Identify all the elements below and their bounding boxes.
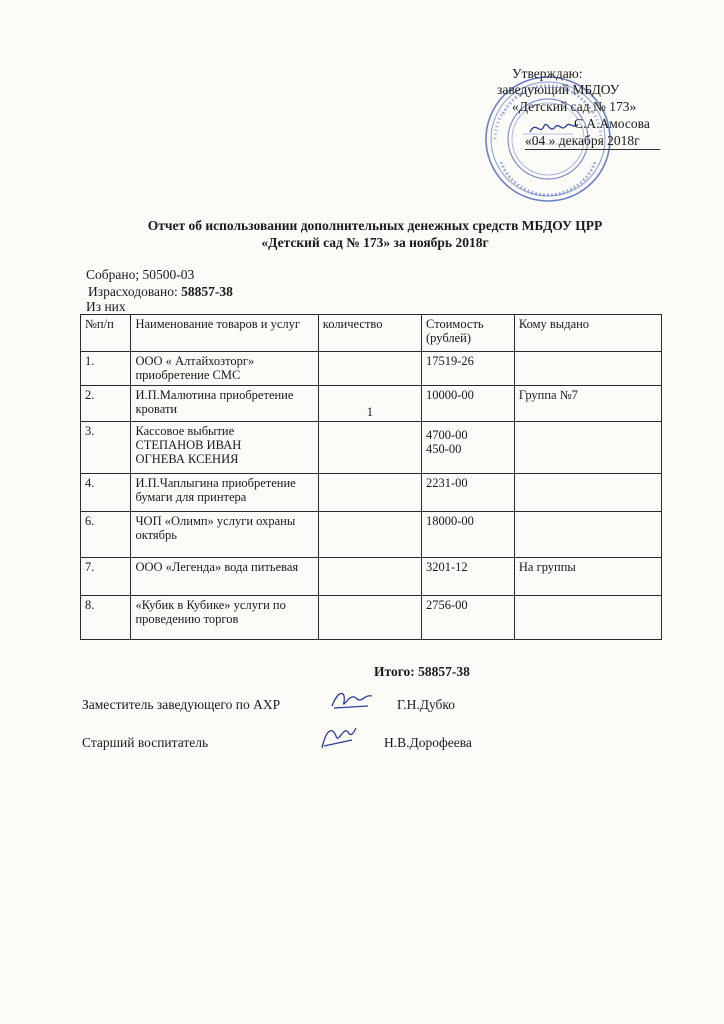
header-number: №п/п xyxy=(81,315,131,352)
row-cost: 10000-00 xyxy=(422,386,515,422)
approval-line-4: С.А.Амосова xyxy=(574,116,650,131)
table-row xyxy=(81,386,662,422)
row-number: 4. xyxy=(81,474,131,512)
row-number: 7. xyxy=(81,558,131,596)
row-item-name xyxy=(131,422,318,474)
row-recipient xyxy=(514,474,661,512)
row-quantity xyxy=(318,596,421,640)
row-cost xyxy=(422,422,515,474)
spent-value: 58857-38 xyxy=(181,284,233,299)
row-cost-line: 4700-00 xyxy=(426,428,468,442)
row-quantity xyxy=(318,474,421,512)
row-number: 6. xyxy=(81,512,131,558)
row-number: 2. xyxy=(81,386,131,422)
total-amount: Итого: 58857-38 xyxy=(374,664,470,679)
senior-title: Старший воспитатель xyxy=(82,735,209,750)
row-item-name: И.П.Чаплыгина приобретение бумаги для принтера xyxy=(131,474,318,512)
row-item-name: ЧОП «Олимп» услуги охраны октябрь xyxy=(131,512,318,558)
row-cost: 17519-26 xyxy=(422,352,515,386)
table-row xyxy=(81,422,662,474)
approval-date-underline xyxy=(525,149,660,150)
row-cost: 2756-00 xyxy=(422,596,515,640)
row-cost-line: 450-00 xyxy=(426,442,462,456)
table-row xyxy=(81,512,662,558)
row-recipient: Группа №7 xyxy=(514,386,661,422)
approval-line-5: «04 » декабря 2018г xyxy=(525,133,640,148)
header-quantity: количество xyxy=(318,315,421,352)
deputy-title: Заместитель заведующего по АХР xyxy=(82,697,281,712)
row-recipient xyxy=(514,422,661,474)
row-recipient xyxy=(514,512,661,558)
report-title-line-1: Отчет об использовании дополнительных денежных средств МБДОУ ЦРР xyxy=(147,218,603,233)
row-item-line: СТЕПАНОВ ИВАН xyxy=(135,438,242,452)
table-row xyxy=(81,352,662,386)
row-cost: 3201-12 xyxy=(422,558,515,596)
approval-line-1: Утверждаю: xyxy=(512,66,583,81)
table-row xyxy=(81,596,662,640)
approval-block xyxy=(0,0,724,200)
row-quantity xyxy=(318,512,421,558)
row-item-line: Кассовое выбытие xyxy=(135,424,235,438)
row-quantity: 1 xyxy=(318,386,421,422)
row-quantity xyxy=(318,352,421,386)
table-row xyxy=(81,558,662,596)
spent-label: Израсходовано: xyxy=(88,284,182,299)
collected-amount: Собрано; 50500-03 xyxy=(86,267,195,282)
table-header-row xyxy=(81,315,662,352)
header-cost: Стоимость (рублей) xyxy=(422,315,515,352)
row-item-name: «Кубик в Кубике» услуги по проведению торгов xyxy=(131,596,318,640)
row-item-name: ООО « Алтайхозторг» приобретение СМС xyxy=(131,352,318,386)
spent-amount xyxy=(88,284,233,300)
row-recipient xyxy=(514,596,661,640)
row-number: 3. xyxy=(81,422,131,474)
approval-line-3: «Детский сад № 173» xyxy=(512,99,637,114)
expenses-table xyxy=(80,314,662,640)
row-quantity xyxy=(318,422,421,474)
row-cost: 18000-00 xyxy=(422,512,515,558)
senior-name: Н.В.Дорофеева xyxy=(384,735,472,750)
row-cost: 2231-00 xyxy=(422,474,515,512)
report-title-line-2: «Детский сад № 173» за ноябрь 2018г xyxy=(261,235,489,250)
row-recipient: На группы xyxy=(514,558,661,596)
row-number: 8. xyxy=(81,596,131,640)
of-them-label: Из них xyxy=(86,299,126,314)
deputy-name: Г.Н.Дубко xyxy=(397,697,456,712)
row-quantity xyxy=(318,558,421,596)
row-item-name: ООО «Легенда» вода питьевая xyxy=(131,558,318,596)
row-item-line: ОГНЕВА КСЕНИЯ xyxy=(135,452,239,466)
header-item-name: Наименование товаров и услуг xyxy=(131,315,318,352)
row-item-name: И.П.Малютина приобретение кровати xyxy=(131,386,318,422)
row-number: 1. xyxy=(81,352,131,386)
senior-signature xyxy=(318,722,358,752)
header-recipient: Кому выдано xyxy=(514,315,661,352)
deputy-signature xyxy=(328,686,378,714)
row-recipient xyxy=(514,352,661,386)
table-row xyxy=(81,474,662,512)
approval-line-2: заведующий МБДОУ xyxy=(497,82,620,97)
